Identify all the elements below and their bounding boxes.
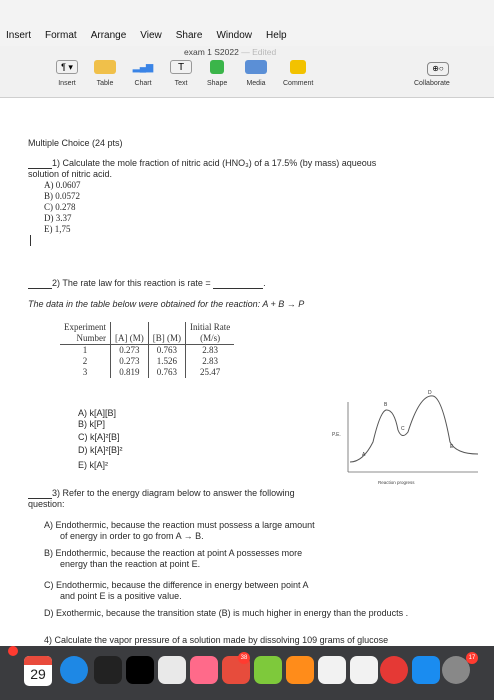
app-icon[interactable] xyxy=(254,656,282,684)
menu-arrange[interactable]: Arrange xyxy=(90,30,127,41)
point-label: D xyxy=(428,390,432,396)
question-2-line-1: 2) The rate law for this reaction is rate = xyxy=(52,278,211,288)
section-heading: Multiple Choice (24 pts) xyxy=(28,138,123,148)
point-label: A xyxy=(362,452,366,458)
menu-view[interactable]: View xyxy=(140,30,162,41)
q3-option-a-1: A) Endothermic, because the reaction must possess a large amount xyxy=(44,520,315,530)
app-icon[interactable] xyxy=(286,656,314,684)
table-cell: 1.526 xyxy=(148,356,185,367)
q3-option-c-2: and point E is a positive value. xyxy=(60,591,182,601)
document-title: exam 1 S2022 — Edited xyxy=(184,47,277,57)
dock xyxy=(0,646,494,700)
question-1-text xyxy=(28,158,376,169)
table-header xyxy=(111,322,149,333)
toolbar xyxy=(0,46,494,98)
table-button[interactable] xyxy=(94,60,116,87)
x-axis-label: Reaction progress xyxy=(378,480,415,485)
table-cell: 0.763 xyxy=(148,345,185,357)
text-icon: T xyxy=(170,60,192,74)
text-cursor xyxy=(30,235,31,246)
app-icon[interactable] xyxy=(190,656,218,684)
app-icon[interactable] xyxy=(126,656,154,684)
energy-diagram xyxy=(332,390,488,496)
text-button[interactable] xyxy=(170,60,192,87)
shape-button[interactable] xyxy=(207,60,227,87)
table-cell: 25.47 xyxy=(186,367,235,378)
menu-insert[interactable]: Insert xyxy=(6,30,32,41)
table-header: Number xyxy=(60,333,111,345)
no-entry-icon[interactable] xyxy=(380,656,408,684)
media-button[interactable] xyxy=(245,60,267,87)
document-canvas[interactable] xyxy=(0,98,494,646)
notification-badge: 17 xyxy=(466,652,478,664)
question-1-line-2: solution of nitric acid. xyxy=(28,169,113,179)
menu-format[interactable]: Format xyxy=(45,30,77,41)
point-label: B xyxy=(384,402,388,408)
energy-curve xyxy=(350,396,478,462)
comment-icon xyxy=(290,60,306,74)
table-cell: 0.273 xyxy=(111,356,149,367)
table-row xyxy=(60,345,234,357)
chart-label: Chart xyxy=(134,80,152,87)
comment-label: Comment xyxy=(283,80,314,87)
point-label: E xyxy=(450,444,454,450)
table-cell: 1 xyxy=(82,345,88,355)
app-icon[interactable] xyxy=(350,656,378,684)
table-row xyxy=(60,356,234,367)
table-label: Table xyxy=(96,80,114,87)
text-label: Text xyxy=(174,80,188,87)
q2-option-e: E) k[A]² xyxy=(78,460,109,470)
q1-option-e: E) 1,75 xyxy=(44,224,71,234)
question-3-text xyxy=(28,488,295,499)
y-axis-label: P.E. xyxy=(332,432,341,438)
q3-option-b-1: B) Endothermic, because the reaction at point A possesses more xyxy=(44,548,303,558)
insert-button[interactable] xyxy=(56,60,78,87)
q3-option-a-2: of energy in order to go from A → B. xyxy=(60,531,204,541)
table-cell: 3 xyxy=(82,367,88,377)
menu-bar xyxy=(0,0,494,46)
table-cell: 0.819 xyxy=(111,367,149,378)
calendar-app-icon[interactable] xyxy=(24,656,52,686)
notification-badge: 38 xyxy=(238,652,250,664)
media-label: Media xyxy=(246,80,266,87)
q2-option-a: A) k[A][B] xyxy=(78,408,117,418)
rate-data-table xyxy=(60,322,234,378)
q1-option-c: C) 0.278 xyxy=(44,202,76,212)
table-cell: 2 xyxy=(82,356,88,366)
chart-icon: ▂▄▆ xyxy=(132,61,154,72)
answer-blank[interactable] xyxy=(28,490,52,499)
answer-blank[interactable] xyxy=(28,280,52,289)
paragraph-icon: ¶ ▾ xyxy=(56,60,78,74)
q3-option-c-1: C) Endothermic, because the difference in energy between point A xyxy=(44,580,309,590)
photos-icon[interactable] xyxy=(158,656,186,684)
app-icon[interactable] xyxy=(94,656,122,684)
chart-button[interactable] xyxy=(132,60,154,87)
q3-option-b-2: energy than the reaction at point E. xyxy=(60,559,201,569)
table-row xyxy=(60,367,234,378)
media-icon xyxy=(245,60,267,74)
app-store-icon[interactable] xyxy=(412,656,440,684)
menu-window[interactable]: Window xyxy=(216,30,253,41)
question-3-line-2: question: xyxy=(28,499,65,509)
menu-items xyxy=(0,30,310,46)
table-header: (M/s) xyxy=(186,333,235,345)
q2-option-d: D) k[A]²[B]² xyxy=(78,445,123,455)
table-header: Initial Rate xyxy=(186,322,235,333)
point-label: C xyxy=(401,426,405,432)
question-2-text: 2) The rate law for this reaction is rate = . xyxy=(28,278,266,289)
question-3-line-1: 3) Refer to the energy diagram below to answer the following xyxy=(52,488,295,498)
notification-dot xyxy=(8,646,18,656)
q1-option-d: D) 3.37 xyxy=(44,213,72,223)
rate-law-blank[interactable] xyxy=(213,280,263,289)
app-icon[interactable] xyxy=(318,656,346,684)
answer-blank[interactable] xyxy=(28,160,52,169)
table-cell: 0.273 xyxy=(111,345,149,357)
question-1-line-1: 1) Calculate the mole fraction of nitric acid (HNO₃) of a 17.5% (by mass) aqueous xyxy=(52,158,377,168)
table-header xyxy=(148,322,185,333)
collaborate-icon[interactable]: ⊕○ xyxy=(427,62,449,76)
table-cell: 2.83 xyxy=(186,345,235,357)
insert-label: Insert xyxy=(58,80,76,87)
table-cell: 0.763 xyxy=(148,367,185,378)
q3-option-d: D) Exothermic, because the transition state (B) is much higher in energy than the products . xyxy=(44,608,409,618)
q2-option-b: B) k[P] xyxy=(78,419,106,429)
menu-help[interactable]: Help xyxy=(266,30,287,41)
collaborate-label[interactable]: Collaborate xyxy=(414,80,450,87)
shape-icon xyxy=(210,60,224,74)
table-cell: 2.83 xyxy=(186,356,235,367)
q1-option-a: A) 0.0607 xyxy=(44,180,81,190)
menu-share[interactable]: Share xyxy=(175,30,203,41)
calendar-day: 29 xyxy=(30,666,46,682)
table-header: [A] (M) xyxy=(111,333,149,345)
question-2-line-2: The data in the table below were obtained for the reaction: A + B → P xyxy=(28,299,305,309)
shape-label: Shape xyxy=(207,80,228,87)
comment-button[interactable] xyxy=(283,60,313,87)
table-header: [B] (M) xyxy=(148,333,185,345)
table-header: Experiment xyxy=(64,322,106,332)
document-status: Edited xyxy=(252,47,277,57)
table-icon xyxy=(94,60,116,74)
q1-option-b: B) 0.0572 xyxy=(44,191,80,201)
document-name: exam 1 S2022 xyxy=(184,47,239,57)
question-4-partial: 4) Calculate the vapor pressure of a solution made by dissolving 109 grams of glucose xyxy=(44,635,389,645)
app-icon[interactable] xyxy=(60,656,88,684)
q2-option-c: C) k[A]²[B] xyxy=(78,432,120,442)
